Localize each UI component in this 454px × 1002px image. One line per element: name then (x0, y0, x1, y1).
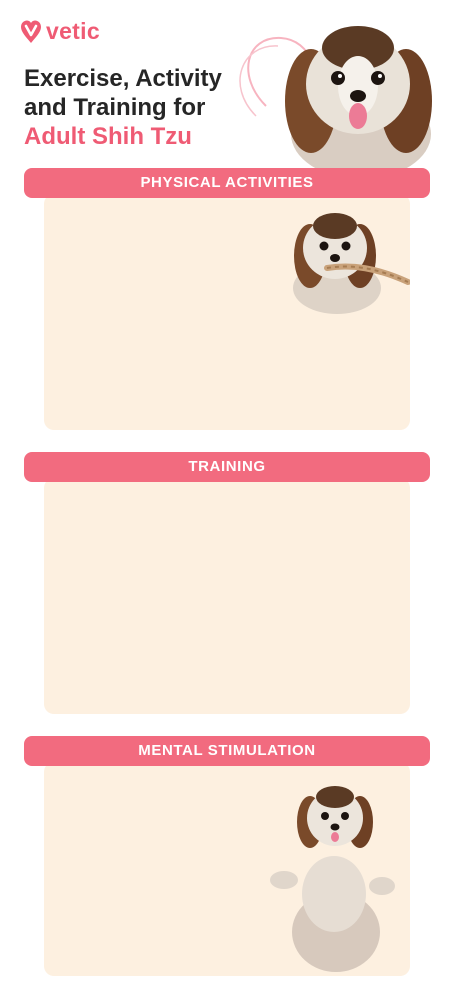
title-line-1: Exercise, Activity (24, 65, 222, 92)
section-header-training: TRAINING (24, 452, 430, 482)
page-title (24, 64, 222, 151)
heart-v-logo-icon (20, 19, 42, 45)
shih-tzu-standing-illustration (262, 782, 404, 972)
shih-tzu-portrait-illustration (226, 16, 436, 171)
shih-tzu-rope-toy-illustration (282, 206, 410, 316)
title-line-3: Adult Shih Tzu (24, 123, 192, 150)
card-training (44, 478, 410, 714)
brand-logo (20, 18, 100, 45)
section-header-physical-activities: PHYSICAL ACTIVITIES (24, 168, 430, 198)
brand-name: vetic (46, 18, 100, 44)
section-header-mental-stimulation: MENTAL STIMULATION (24, 736, 430, 766)
title-line-2: and Training for (24, 94, 206, 121)
